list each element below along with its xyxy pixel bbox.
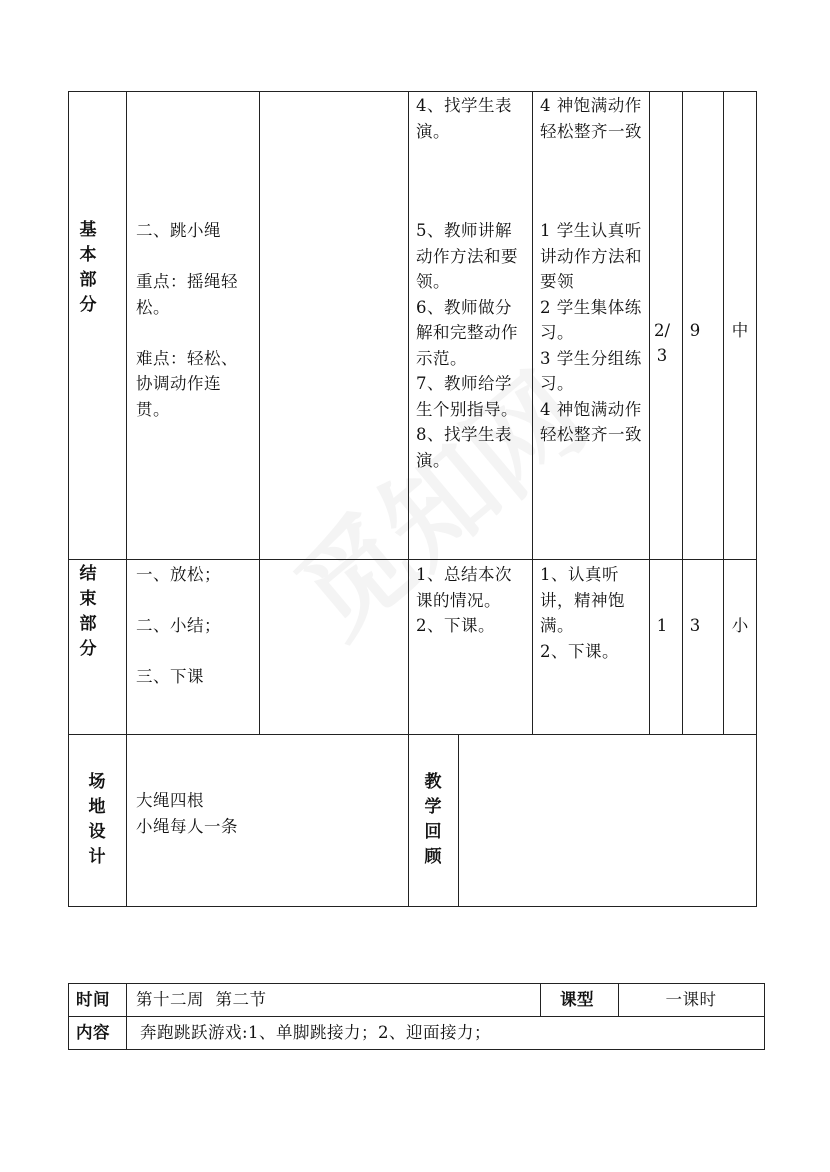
basic-minutes: 9: [689, 321, 701, 340]
end-student: 1、认真听讲，精神饱满。 2、下课。: [540, 565, 625, 661]
content-label: 内容: [76, 1023, 110, 1042]
end-times: 1: [656, 616, 668, 635]
venue-label: 场地设计: [88, 772, 106, 867]
basic-teacher-main: 5、教师讲解动作方法和要领。 6、教师做分解和完整动作示范。 7、教师给学生个别指导。 8、找学生表演。: [416, 221, 518, 470]
content-value: 奔跑跳跃游戏:1、单脚跳接力；2、迎面接力；: [140, 1023, 492, 1042]
end-teacher: 1、总结本次课的情况。 2、下课。: [416, 565, 512, 635]
basic-student-main: 1 学生认真听讲动作方法和要领 2 学生集体练习。 3 学生分组练习。 4 神饱满动作轻松整齐一致: [540, 221, 642, 444]
basic-teacher-top: 4、找学生表演。: [416, 96, 512, 141]
end-intensity: 小: [731, 616, 749, 635]
end-minutes: 3: [689, 616, 701, 635]
end-content: 一、放松； 二、小结； 三、下课: [136, 565, 221, 686]
basic-intensity: 中: [731, 321, 749, 340]
time-value: 第十二周 第二节: [136, 990, 267, 1009]
section-label-end: 结束部分: [79, 564, 97, 659]
venue-text: 大绳四根 小绳每人一条: [136, 791, 238, 836]
basic-student-top: 4 神饱满动作轻松整齐一致: [540, 96, 642, 141]
review-label: 教学回顾: [424, 772, 442, 867]
type-value: 一课时: [665, 990, 717, 1009]
section-label-basic: 基本部分: [79, 220, 97, 315]
basic-times: 2/3: [653, 321, 671, 365]
type-label: 课型: [560, 990, 594, 1009]
basic-content: 二、跳小绳 重点：摇绳轻松。 难点：轻松、协调动作连贯。: [136, 221, 238, 419]
time-label: 时间: [76, 990, 110, 1009]
